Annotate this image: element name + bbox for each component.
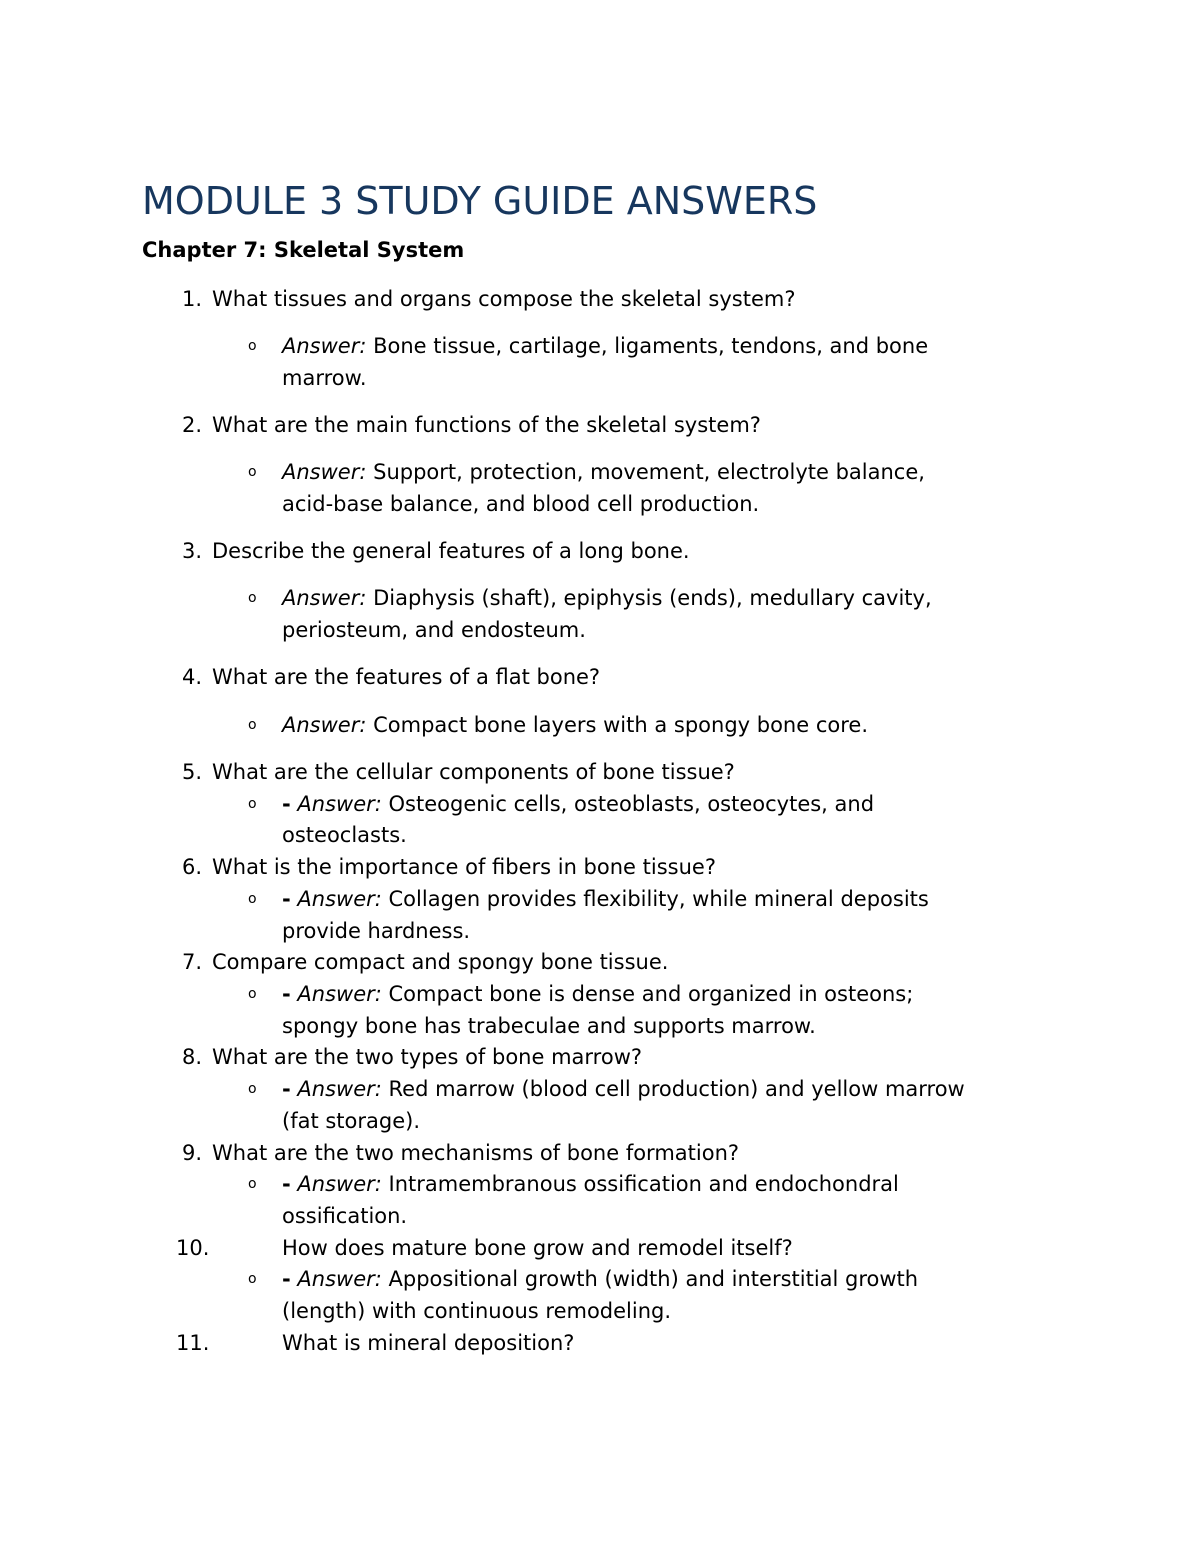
answer-continuation: (fat storage). [282,1109,421,1133]
question-number: 4. [181,665,202,689]
bullet-icon: o [248,590,257,606]
answer-continuation: osteoclasts. [282,823,407,847]
answer-label: Answer: [282,713,367,737]
document-title: MODULE 3 STUDY GUIDE ANSWERS [142,179,818,223]
bullet-icon: o [248,1271,257,1287]
bullet-icon: o [248,338,257,354]
answer-continuation: ossification. [282,1204,408,1228]
answer-text [282,1168,899,1200]
question-number: 7. [181,950,202,974]
question-number: 2. [181,413,202,437]
question-text: Describe the general features of a long bone. [212,539,690,563]
answer-continuation: periosteum, and endosteum. [282,618,586,642]
question-text: What are the main functions of the skeletal system? [212,413,761,437]
bullet-icon: o [248,986,257,1002]
bullet-icon: o [248,464,257,480]
question-number: 3. [181,539,202,563]
answer-text [282,330,928,362]
answer-label: Answer: [282,460,367,484]
answer-dash: - [282,1267,291,1291]
answer-line: Diaphysis (shaft), epiphysis (ends), medullary cavity, [373,586,932,610]
question-number: 11. [176,1331,210,1355]
question-number: 9. [181,1141,202,1165]
answer-text [282,788,874,820]
answer-line: Red marrow (blood cell production) and yellow marrow [388,1077,965,1101]
question-number: 8. [181,1045,202,1069]
answer-line: Compact bone is dense and organized in osteons; [388,982,914,1006]
answer-label: Answer: [282,334,367,358]
answer-label: Answer: [297,1077,382,1101]
question-text: Compare compact and spongy bone tissue. [212,950,669,974]
answer-continuation: spongy bone has trabeculae and supports marrow. [282,1014,816,1038]
answer-label: Answer: [297,1172,382,1196]
question-text: How does mature bone grow and remodel itself? [282,1236,793,1260]
question-text: What are the two mechanisms of bone formation? [212,1141,740,1165]
bullet-icon: o [248,796,257,812]
answer-text [282,978,913,1010]
answer-dash: - [282,1077,291,1101]
answer-continuation: acid-base balance, and blood cell production. [282,492,760,516]
answer-label: Answer: [297,982,382,1006]
question-text: What is mineral deposition? [282,1331,575,1355]
answer-line: Compact bone layers with a spongy bone core. [373,713,868,737]
answer-line: Osteogenic cells, osteoblasts, osteocytes, and [388,792,875,816]
question-number: 5. [181,760,202,784]
answer-text [282,582,932,614]
bullet-icon: o [248,717,257,733]
answer-label: Answer: [282,586,367,610]
question-text: What are the features of a flat bone? [212,665,601,689]
answer-label: Answer: [297,792,382,816]
answer-text [282,883,929,915]
answer-line: Appositional growth (width) and interstitial growth [388,1267,919,1291]
answer-text [282,709,868,741]
question-number: 6. [181,855,202,879]
question-number: 10. [176,1236,210,1260]
answer-line: Support, protection, movement, electrolyte balance, [373,460,925,484]
answer-label: Answer: [297,887,382,911]
answer-dash: - [282,982,291,1006]
bullet-icon: o [248,1081,257,1097]
answer-text [282,1073,965,1105]
question-text: What tissues and organs compose the skeletal system? [212,287,796,311]
bullet-icon: o [248,1176,257,1192]
answer-line: Bone tissue, cartilage, ligaments, tendons, and bone [373,334,929,358]
answer-text [282,456,925,488]
answer-dash: - [282,1172,291,1196]
answer-dash: - [282,792,291,816]
question-text: What are the two types of bone marrow? [212,1045,643,1069]
answer-dash: - [282,887,291,911]
bullet-icon: o [248,891,257,907]
answer-continuation: (length) with continuous remodeling. [282,1299,672,1323]
answer-continuation: provide hardness. [282,919,471,943]
answer-line: Collagen provides flexibility, while mineral deposits [388,887,929,911]
question-text: What are the cellular components of bone tissue? [212,760,735,784]
answer-label: Answer: [297,1267,382,1291]
question-text: What is the importance of fibers in bone tissue? [212,855,716,879]
answer-text [282,1263,918,1295]
chapter-heading: Chapter 7: Skeletal System [142,238,465,262]
answer-line: Intramembranous ossification and endochondral [388,1172,899,1196]
answer-continuation: marrow. [282,366,367,390]
question-number: 1. [181,287,202,311]
